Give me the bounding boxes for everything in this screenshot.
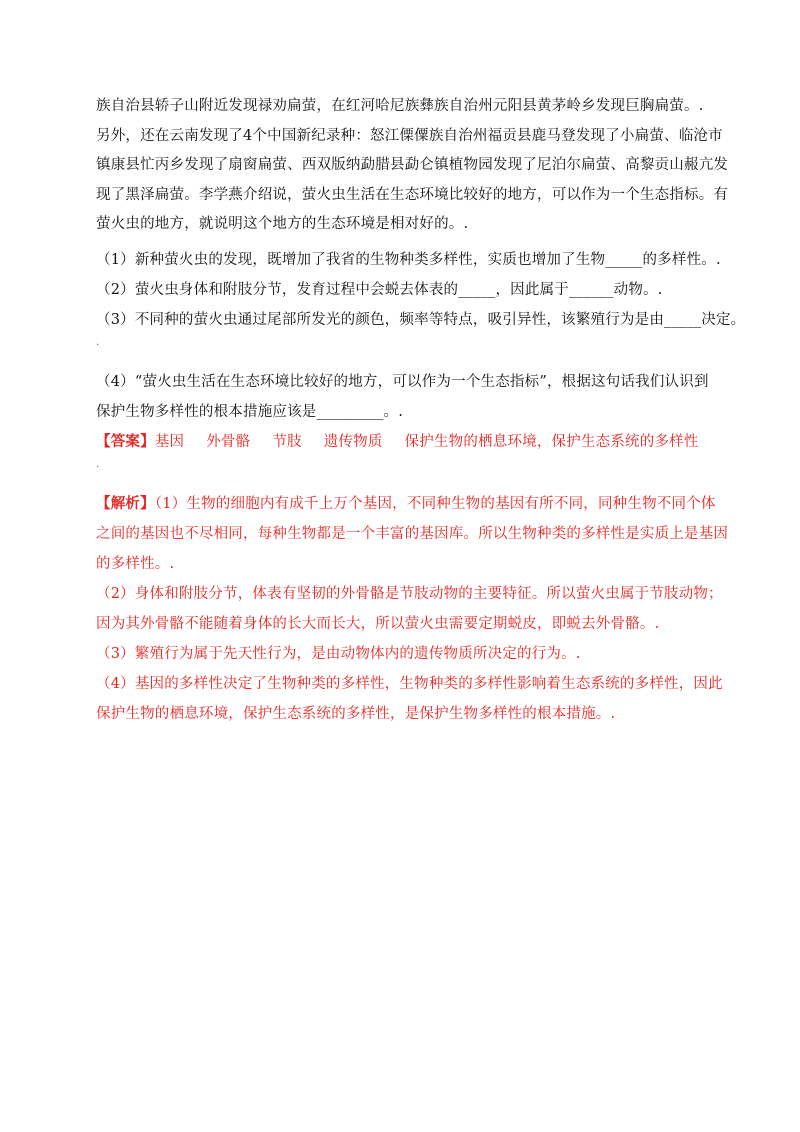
- answer-item: 遗传物质: [323, 434, 383, 450]
- analysis-line: 的多样性。.: [96, 556, 175, 572]
- answer-label: 【答案】: [96, 433, 155, 450]
- question-1: （1）新种萤火虫的发现，既增加了我省的生物种类多样性，实质也增加了生物_____的多样性。.: [96, 252, 721, 268]
- answer-item: 保护生物的栖息环境，保护生态系统的多样性: [404, 434, 699, 450]
- paragraph-mark: .: [96, 459, 100, 470]
- passage-line: 另外，还在云南发现了4个中国新纪录种：怒江傈僳族自治州福贡县鹿马登发现了小扁萤、临沧市: [96, 128, 723, 144]
- analysis-line: 因为其外骨骼不能随着身体的长大而长大，所以萤火虫需要定期蜕皮，即蜕去外骨骼。.: [96, 616, 660, 632]
- analysis-line: [96, 494, 736, 514]
- analysis-label: 【解析】: [96, 495, 155, 512]
- analysis-line: （2）身体和附肢分节，体表有坚韧的外骨骼是节肢动物的主要特征。所以萤火虫属于节肢动物；: [96, 586, 723, 602]
- analysis-line: 保护生物的栖息环境，保护生态系统的多样性，是保护生物多样性的根本措施。.: [96, 706, 616, 722]
- analysis-line: 之间的基因也不尽相同，每种生物都是一个丰富的基因库。所以生物种类的多样性是实质上是基因: [96, 526, 729, 542]
- passage-line: 现了黑泽扁萤。李学燕介绍说，萤火虫生活在生态环境比较好的地方，可以作为一个生态指标。有: [96, 187, 729, 203]
- analysis-line: （3）繁殖行为属于先天性行为，是由动物体内的遗传物质所决定的行为。.: [96, 646, 581, 662]
- analysis-line: （4）基因的多样性决定了生物种类的多样性，生物种类的多样性影响着生态系统的多样性，因此: [96, 676, 723, 692]
- passage-line: 镇康县忙丙乡发现了扇窗扁萤、西双版纳勐腊县勐仑镇植物园发现了尼泊尔扁萤、高黎贡山赧亢发: [96, 157, 729, 173]
- analysis-text: （1）生物的细胞内有成千上万个基因，不同种生物的基因有所不同，同种生物不同个体: [154, 496, 716, 512]
- paragraph-mark: .: [96, 337, 100, 348]
- question-4-line: （4）“萤火虫生活在生态环境比较好的地方，可以作为一个生态指标”，根据这句话我们认识到: [96, 374, 709, 390]
- passage-line: 族自治县轿子山附近发现禄劝扁萤，在红河哈尼族彝族自治州元阳县黄茅岭乡发现巨胸扁萤。.: [96, 98, 704, 114]
- answer-line: [96, 432, 736, 452]
- question-2: （2）萤火虫身体和附肢分节，发育过程中会蜕去体表的_____，因此属于______动物。.: [96, 282, 663, 298]
- question-3: （3）不同种的萤火虫通过尾部所发光的颜色，频率等特点，吸引异性，该繁殖行为是由_____决定。: [96, 312, 746, 328]
- answer-item: 节肢: [272, 434, 302, 450]
- answer-item: 基因: [154, 434, 185, 450]
- passage-line: 萤火虫的地方，就说明这个地方的生态环境是相对好的。.: [96, 216, 469, 232]
- answer-item: 外骨骼: [206, 434, 251, 450]
- question-4-line: 保护生物多样性的根本措施应该是_________。.: [96, 404, 404, 420]
